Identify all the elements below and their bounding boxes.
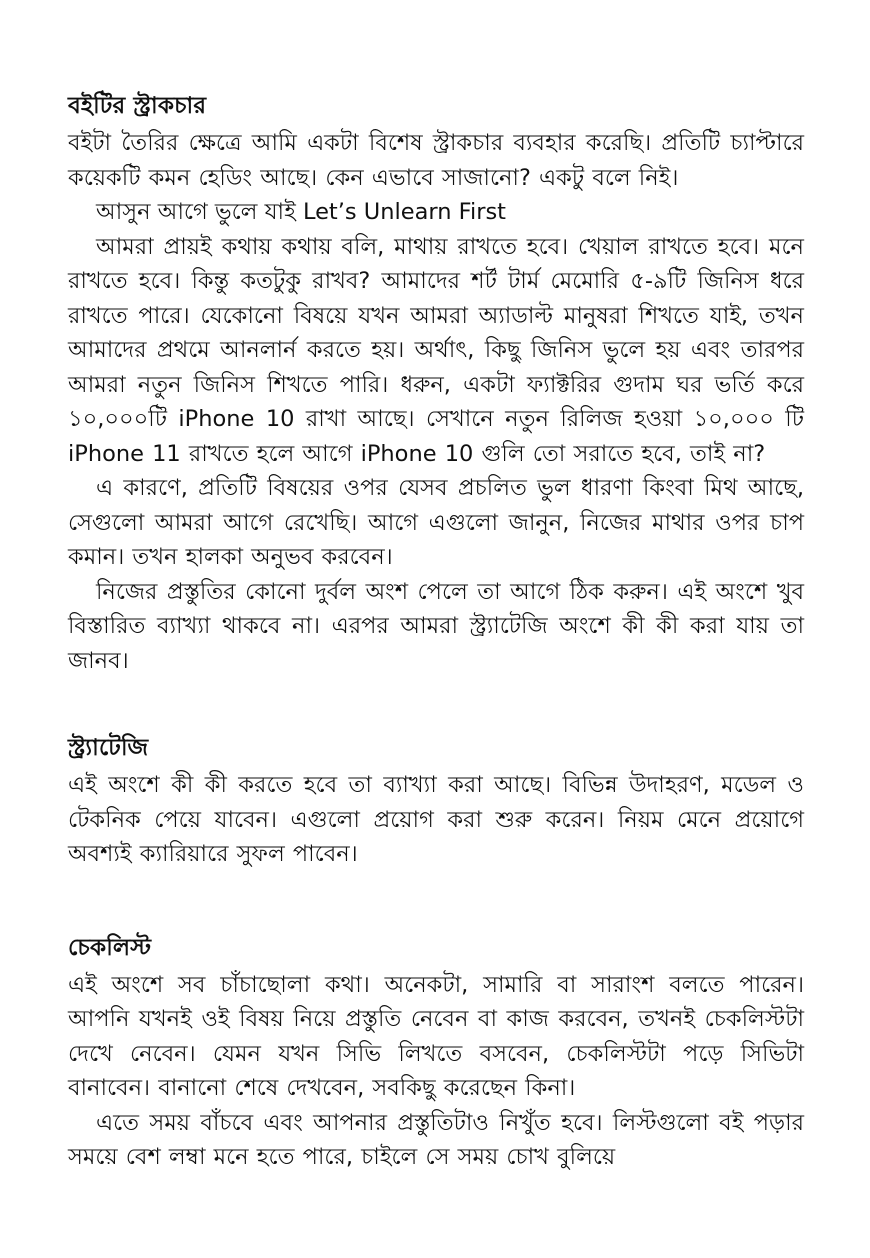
checklist-paragraph: এই অংশে সব চাঁচাছোলা কথা। অনেকটা, সামারি বা সারাংশ বলতে পারেন। আপনি যখনই ওই বিষয় নিয়ে প্রস্তুতি নেবেন বা কাজ করবেন, তখনই চেকলিস্টটা দেখে নেবেন। যেমন যখন সিভি লিখতে বসবেন, চেকলিস্টটা পড়ে সিভিটা বানাবেন। বানানো শেষে দেখবেন, সবকিছু করেছেন কিনা।	[68, 971, 804, 1101]
strategy-section	[68, 730, 804, 872]
checklist-continuation-paragraph: এতে সময় বাঁচবে এবং আপনার প্রস্তুতিটাও নিখুঁত হবে। লিস্টগুলো বই পড়ার সময়ে বেশ লম্বা মনে হতে পারে, চাইলে সে সময় চোখ বুলিয়ে	[68, 1109, 804, 1170]
checklist-heading: চেকলিস্ট	[68, 934, 152, 961]
weakness-paragraph: নিজের প্রস্তুতির কোনো দুর্বল অংশ পেলে তা আগে ঠিক করুন। এই অংশে খুব বিস্তারিত ব্যাখ্যা থাকবে না। এরপর আমরা স্ট্র্যাটেজি অংশে কী কী করা যায় তা জানব।	[68, 578, 804, 674]
strategy-heading: স্ট্র্যাটেজি	[68, 735, 149, 761]
structure-heading: বইটির স্ট্রাকচার	[68, 93, 207, 119]
strategy-paragraph: এই অংশে কী কী করতে হবে তা ব্যাখ্যা করা আছে। বিভিন্ন উদাহরণ, মডেল ও টেকনিক পেয়ে যাবেন। এগুলো প্রয়োগ করা শুরু করেন। নিয়ম মেনে প্রয়োগে অবশ্যই ক্যারিয়ারে সুফল পাবেন।	[68, 772, 804, 867]
structure-section	[68, 88, 804, 678]
section-gap	[68, 872, 804, 930]
unlearn-paragraph: আমরা প্রায়ই কথায় কথায় বলি, মাথায় রাখতে হবে। খেয়াল রাখতে হবে। মনে রাখতে হবে। কিন্তু কতটুকু রাখব? আমাদের শর্ট টার্ম মেমোরি ৫-৯টি জিনিস ধরে রাখতে পারে। যেকোনো বিষয়ে যখন আমরা অ্যাডাল্ট মানুষরা শিখতে যাই, তখন আমাদের প্রথমে আনলার্ন করতে হয়। অর্থাৎ, কিছু জিনিস ভুলে হয় এবং তারপর আমরা নতুন জিনিস শিখতে পারি। ধরুন, একটা ফ্যাক্টরির গুদাম ঘর ভর্তি করে ১০,০০০টি iPhone 10 রাখা আছে। সেখানে নতুন রিলিজ হওয়া ১০,০০০ টি iPhone 11 রাখতে হলে আগে iPhone 10 গুলি তো সরাতে হবে, তাই না?	[68, 233, 804, 467]
unlearn-subheading: আসুন আগে ভুলে যাই Let’s Unlearn First	[96, 199, 507, 225]
checklist-section	[68, 930, 804, 1175]
myths-paragraph: এ কারণে, প্রতিটি বিষয়ের ওপর যেসব প্রচলিত ভুল ধারণা কিংবা মিথ আছে, সেগুলো আমরা আগে রেখেছি। আগে এগুলো জানুন, নিজের মাথার ওপর চাপ কমান। তখন হালকা অনুভব করবেন।	[68, 475, 804, 570]
section-gap	[68, 678, 804, 730]
structure-intro-paragraph: বইটা তৈরির ক্ষেত্রে আমি একটা বিশেষ স্ট্রাকচার ব্যবহার করেছি। প্রতিটি চ্যাপ্টারে কয়েকটি কমন হেডিং আছে। কেন এভাবে সাজানো? একটু বলে নিই।	[68, 130, 804, 191]
